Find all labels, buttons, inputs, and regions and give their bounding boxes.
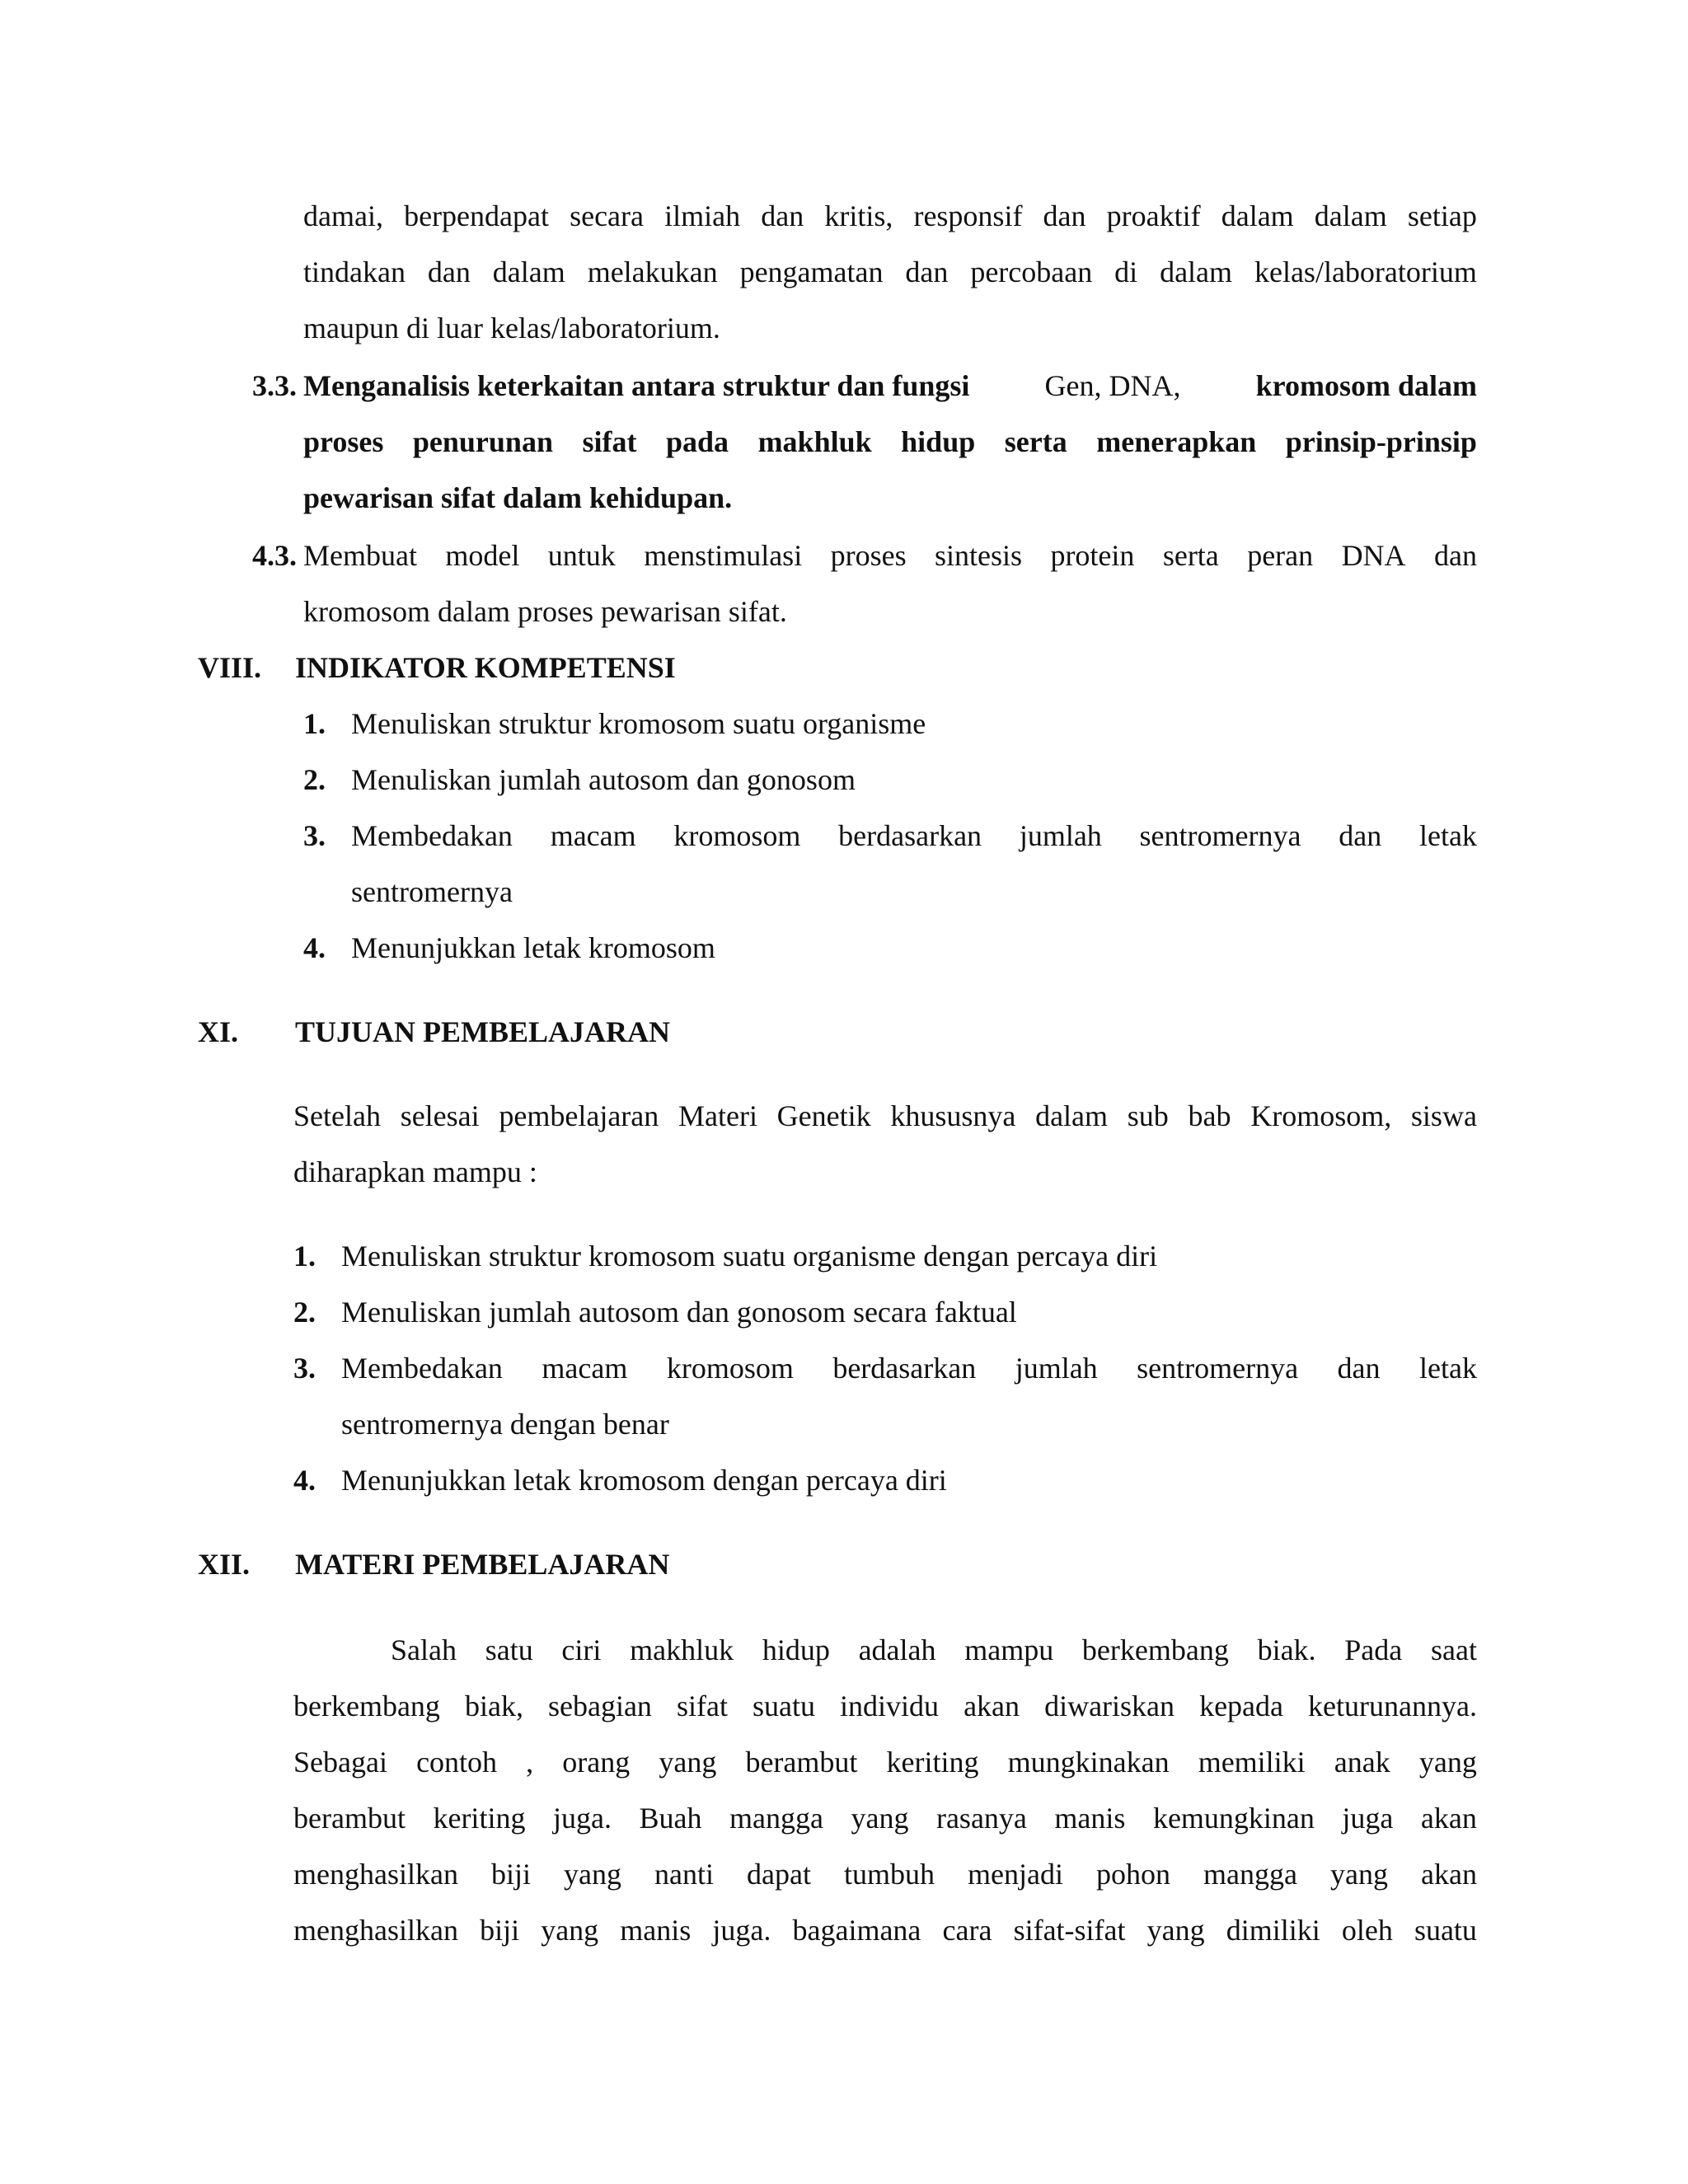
word: proses xyxy=(303,425,384,458)
word: selesai xyxy=(400,1099,480,1132)
word: dalam xyxy=(492,255,565,288)
word: penurunan xyxy=(412,425,553,458)
word: serta xyxy=(1162,539,1219,572)
word: siswa xyxy=(1410,1099,1477,1132)
word: contoh xyxy=(416,1746,498,1779)
word: berambut xyxy=(293,1802,406,1835)
kd-3-3-line-2 xyxy=(303,427,1477,457)
word: dalam xyxy=(1314,199,1387,232)
word: berpendapat xyxy=(404,199,549,232)
word: dapat xyxy=(747,1858,811,1891)
word: damai, xyxy=(303,199,383,232)
word: biji xyxy=(490,1858,531,1891)
word: jumlah xyxy=(1019,819,1102,852)
word: suatu xyxy=(752,1690,815,1722)
kd-3-3-line-3: pewarisan sifat dalam kehidupan. xyxy=(303,481,733,514)
xi-intro-line-1 xyxy=(293,1101,1477,1131)
word: mungkinakan xyxy=(1007,1746,1170,1779)
word: berambut xyxy=(745,1746,858,1779)
word: yang xyxy=(851,1802,909,1835)
word: dan xyxy=(1337,1352,1381,1385)
word: yang xyxy=(564,1858,621,1891)
word: cara xyxy=(942,1914,992,1947)
word: akan xyxy=(964,1690,1020,1722)
word: hidup xyxy=(762,1633,830,1666)
word: sifat xyxy=(582,425,637,458)
word: di xyxy=(1114,255,1138,288)
word: keriting xyxy=(433,1802,526,1835)
viii-item-1-text: Menuliskan struktur kromosom suatu organisme xyxy=(351,707,926,740)
word: dalam xyxy=(1035,1099,1109,1132)
word: akan xyxy=(1421,1858,1477,1891)
xi-item-3-num: 3. xyxy=(293,1352,316,1385)
word: mangga xyxy=(729,1802,823,1835)
word: sifat-sifat xyxy=(1013,1914,1126,1947)
word: keturunannya. xyxy=(1308,1690,1477,1722)
word: Salah xyxy=(391,1633,457,1666)
word: kelas/laboratorium xyxy=(1254,255,1477,288)
word: protein xyxy=(1050,539,1135,572)
word: manis xyxy=(1054,1802,1126,1835)
word: sub xyxy=(1127,1099,1169,1132)
viii-item-3-num: 3. xyxy=(303,819,326,852)
word: berdasarkan xyxy=(832,1352,977,1385)
xi-item-2-text: Menuliskan jumlah autosom dan gonosom secara faktual xyxy=(341,1296,1017,1329)
xii-paragraph-line-6 xyxy=(293,1915,1477,1945)
word: akan xyxy=(1420,1802,1477,1835)
word: responsif xyxy=(913,199,1023,232)
kd-3-3-number: 3.3. xyxy=(252,369,297,402)
word: manis xyxy=(620,1914,692,1947)
word: dalam xyxy=(1221,199,1294,232)
xi-intro-line-2: diharapkan mampu : xyxy=(293,1155,537,1188)
kd-3-3-line-1 xyxy=(303,371,1477,401)
viii-item-4-text: Menunjukkan letak kromosom xyxy=(351,931,715,964)
word: Setelah xyxy=(293,1099,381,1132)
word: biak, xyxy=(464,1690,523,1722)
word: dimiliki xyxy=(1226,1914,1320,1947)
kd-3-3-plain: Gen, DNA, xyxy=(1044,369,1181,402)
word: juga. xyxy=(712,1914,771,1947)
word: menghasilkan xyxy=(293,1914,458,1947)
kd-3-3-bold-b: kromosom dalam xyxy=(1255,369,1477,402)
xii-paragraph-line-2 xyxy=(293,1691,1477,1721)
viii-item-2-num: 2. xyxy=(303,763,326,796)
xi-item-4-num: 4. xyxy=(293,1464,316,1497)
word: mampu xyxy=(964,1633,1054,1666)
word: letak xyxy=(1418,819,1477,852)
word: bagaimana xyxy=(792,1914,921,1947)
word: dan xyxy=(905,255,949,288)
kd-4-3-line-2: kromosom dalam proses pewarisan sifat. xyxy=(303,595,787,628)
xi-item-3-line-2: sentromernya dengan benar xyxy=(341,1408,669,1441)
word: DNA xyxy=(1341,539,1406,572)
intro-line-2 xyxy=(303,257,1477,287)
word: sintesis xyxy=(935,539,1023,572)
word: peran xyxy=(1247,539,1314,572)
xii-paragraph-line-3 xyxy=(293,1747,1477,1777)
word: rasanya xyxy=(935,1802,1027,1835)
word: bab xyxy=(1188,1099,1231,1132)
word: pada xyxy=(666,425,729,458)
word: hidup xyxy=(901,425,976,458)
xi-item-1-text: Menuliskan struktur kromosom suatu organisme dengan percaya diri xyxy=(341,1240,1158,1272)
word: oleh xyxy=(1341,1914,1393,1947)
word: suatu xyxy=(1414,1914,1477,1947)
word: adalah xyxy=(858,1633,936,1666)
word: letak xyxy=(1419,1352,1477,1385)
xii-paragraph-line-4 xyxy=(293,1803,1477,1833)
xi-item-4-text: Menunjukkan letak kromosom dengan percaya diri xyxy=(341,1464,947,1497)
section-xi-numeral: XI. xyxy=(198,1015,239,1048)
word: Membedakan xyxy=(341,1352,503,1385)
word: proses xyxy=(830,539,907,572)
word: individu xyxy=(840,1690,940,1722)
section-xii-numeral: XII. xyxy=(198,1548,251,1581)
word: berkembang xyxy=(1081,1633,1229,1666)
word: proaktif xyxy=(1106,199,1201,232)
word: dalam xyxy=(1160,255,1233,288)
word: macam xyxy=(550,819,636,852)
word: model xyxy=(445,539,520,572)
word: ilmiah xyxy=(664,199,741,232)
word: secara xyxy=(570,199,645,232)
word: dan xyxy=(761,199,804,232)
word: yang xyxy=(1418,1746,1477,1779)
word: ciri xyxy=(561,1633,602,1666)
word: memiliki xyxy=(1198,1746,1306,1779)
word: juga xyxy=(1342,1802,1394,1835)
word: menerapkan xyxy=(1096,425,1257,458)
word: keriting xyxy=(886,1746,979,1779)
word: melakukan xyxy=(587,255,718,288)
xi-item-3-line-1 xyxy=(341,1353,1477,1383)
word: kromosom xyxy=(673,819,801,852)
word: kromosom xyxy=(666,1352,794,1385)
word: percobaan xyxy=(970,255,1093,288)
word: berkembang xyxy=(293,1690,440,1722)
word: satu xyxy=(485,1633,533,1666)
word: berdasarkan xyxy=(838,819,982,852)
viii-item-2-text: Menuliskan jumlah autosom dan gonosom xyxy=(351,763,856,796)
word: pengamatan xyxy=(739,255,884,288)
word: yang xyxy=(1330,1858,1388,1891)
word: untuk xyxy=(547,539,616,572)
word: khususnya xyxy=(890,1099,1016,1132)
viii-item-3-line-2: sentromernya xyxy=(351,875,513,908)
word: dan xyxy=(1433,539,1477,572)
section-xi-title: TUJUAN PEMBELAJARAN xyxy=(295,1015,671,1048)
kd-4-3-line-1 xyxy=(303,541,1477,570)
section-viii-numeral: VIII. xyxy=(198,651,262,684)
word: prinsip-prinsip xyxy=(1285,425,1477,458)
word: makhluk xyxy=(630,1633,734,1666)
word: Pada xyxy=(1344,1633,1403,1666)
word: serta xyxy=(1004,425,1067,458)
word: yang xyxy=(1146,1914,1205,1947)
kd-3-3-bold-a: Menganalisis keterkaitan antara struktur dan fungsi xyxy=(303,369,970,402)
word: Genetik xyxy=(776,1099,871,1132)
word: setiap xyxy=(1407,199,1477,232)
word: , xyxy=(526,1746,534,1779)
word: saat xyxy=(1430,1633,1477,1666)
word: Membedakan xyxy=(351,819,513,852)
word: kepada xyxy=(1199,1690,1283,1722)
section-viii-title: INDIKATOR KOMPETENSI xyxy=(295,651,676,684)
section-xii-title: MATERI PEMBELAJARAN xyxy=(295,1548,670,1581)
word: menstimulasi xyxy=(644,539,803,572)
word: juga. xyxy=(552,1802,612,1835)
word: pohon xyxy=(1096,1858,1170,1891)
word: anak xyxy=(1334,1746,1390,1779)
viii-item-3-line-1 xyxy=(351,821,1477,851)
intro-line-3: maupun di luar kelas/laboratorium. xyxy=(303,312,720,344)
word: sebagian xyxy=(547,1690,652,1722)
word: sifat xyxy=(676,1690,728,1722)
word: yang xyxy=(541,1914,599,1947)
word: kritis, xyxy=(824,199,893,232)
word: menjadi xyxy=(968,1858,1063,1891)
word: biak. xyxy=(1257,1633,1316,1666)
word: pembelajaran xyxy=(499,1099,659,1132)
word: Kromosom, xyxy=(1250,1099,1392,1132)
xi-item-1-num: 1. xyxy=(293,1240,316,1272)
word: yang xyxy=(659,1746,717,1779)
word: dan xyxy=(1043,199,1086,232)
word: menghasilkan xyxy=(293,1858,458,1891)
kd-4-3-number: 4.3. xyxy=(252,539,297,572)
word: makhluk xyxy=(757,425,872,458)
xi-item-2-num: 2. xyxy=(293,1296,316,1329)
word: tindakan xyxy=(303,255,406,288)
word: dan xyxy=(427,255,471,288)
word: Buah xyxy=(639,1802,702,1835)
word: biji xyxy=(480,1914,520,1947)
word: tumbuh xyxy=(843,1858,935,1891)
word: Materi xyxy=(678,1099,757,1132)
xii-paragraph-line-5 xyxy=(293,1859,1477,1889)
word: dan xyxy=(1339,819,1382,852)
word: kemungkinan xyxy=(1152,1802,1315,1835)
word: nanti xyxy=(654,1858,714,1891)
xii-paragraph-line-1 xyxy=(391,1635,1477,1665)
word: macam xyxy=(542,1352,628,1385)
word: diwariskan xyxy=(1044,1690,1175,1722)
viii-item-1-num: 1. xyxy=(303,707,326,740)
word: sentromernya xyxy=(1139,819,1301,852)
intro-line-1 xyxy=(303,201,1477,231)
word: Membuat xyxy=(303,539,417,572)
word: Sebagai xyxy=(293,1746,387,1779)
word: mangga xyxy=(1203,1858,1297,1891)
word: orang xyxy=(562,1746,631,1779)
viii-item-4-num: 4. xyxy=(303,931,326,964)
word: sentromernya xyxy=(1137,1352,1299,1385)
word: jumlah xyxy=(1015,1352,1098,1385)
